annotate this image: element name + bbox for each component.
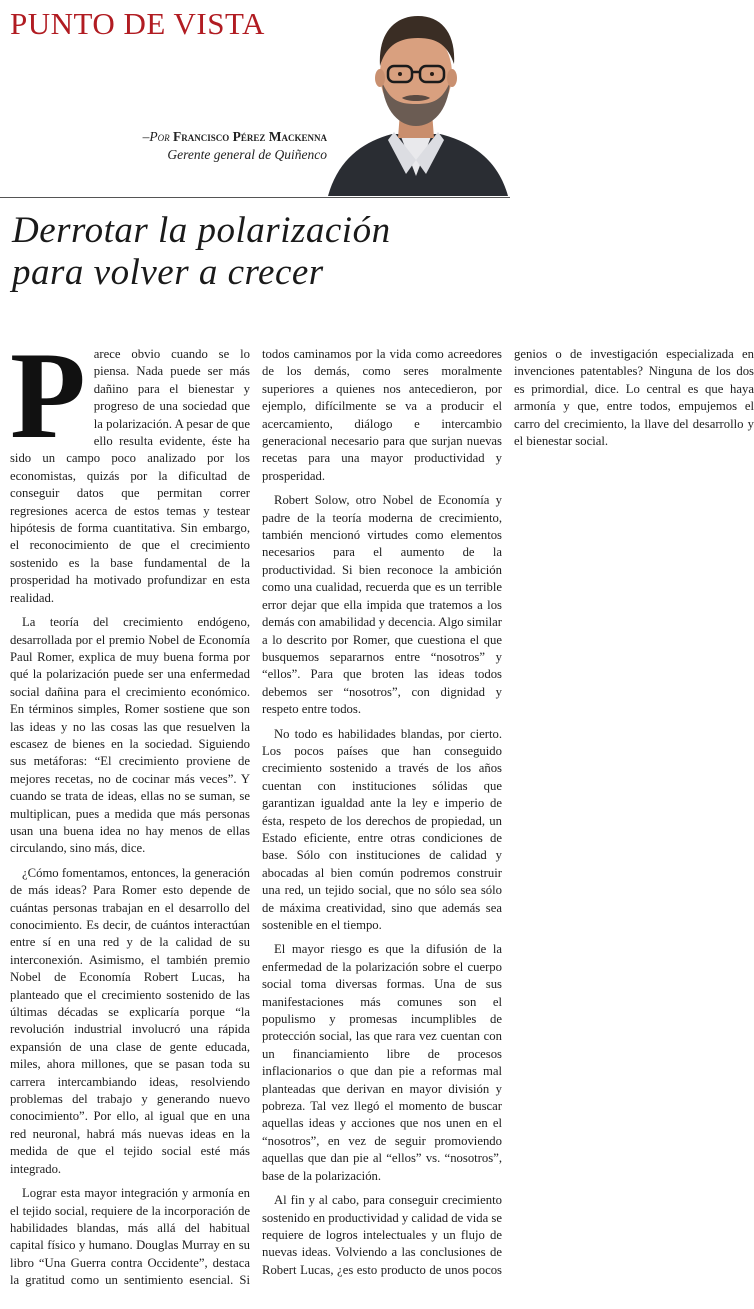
article-body — [10, 327, 754, 1294]
article-paragraph: El mayor riesgo es que la difusión de la enfermedad de la polarización sobre el cuerpo social toma diversas formas. Una de sus manifestaciones más comunes son el populismo y promesas incumplibles de protección social, las que rara vez cuentan con un financiamiento libre de procesos inflacionarios o que dan pie a reformas mal planteadas que derivan en mayor división y pobreza. Tal vez llegó el momento de buscar aquellas ideas y acciones que nos unen en el “nosotros”, en vez de seguir promoviendo aquellas que dan pie al “ellos” vs. “nosotros”, base de la polarización. — [262, 942, 502, 1183]
byline — [143, 128, 327, 164]
author-name: Francisco Pérez Mackenna — [173, 129, 327, 144]
headline-line-1: Derrotar la polarización — [12, 210, 391, 251]
article-paragraph — [10, 327, 250, 607]
headline — [12, 210, 391, 294]
paragraph-text: arece obvio cuando se lo piensa. Nada puede ser más dañino para el bienestar y progreso de una sociedad que la polarización. A pesar de que ello resulta evidente, éste ha sido un campo poco analizado por los economistas, quizás por la dificultad de conseguir datos que permitan correr regresiones acerca de estos temas y testear hipótesis de forma cuantitativa. Sin embargo, el reconocimiento de que el crecimiento sostenido es la base fundamental de la prosperidad ha motivado profundizar en esta realidad. — [10, 347, 250, 605]
article-paragraph: ¿Cómo fomentamos, entonces, la generación de más ideas? Para Romer esto depende de cuántas personas trabajan en el desarrollo del conocimiento. Es decir, de cuántos interactúan entre sí en una red y de la calidad de su interconexión. Asimismo, el también premio Nobel de Economía Robert Lucas, ha planteado que el crecimiento sostenido de las últimas décadas se explicaría porque “la revolución industrial involucró una rápida expansión de una clase de gente educada, miles, ahora millones, que se pasan toda su carrera intercambiando ideas, resolviendo problemas del trabajo y generando nuevo conocimiento”. Por ello, al igual que en una red neuronal, habrá más nuevas ideas en la medida de que el tejido social esté más integrado. — [10, 865, 250, 1176]
byline-prefix: –Por — [142, 129, 170, 144]
article-paragraph: No todo es habilidades blandas, por cierto. Los pocos países que han conseguido crecimiento sostenido a través de los años cuentan con instituciones sólidas que garantizan igualdad ante la ley e imperio de ésta, respeto de los derechos de propiedad, un Estado eficiente, entre otras condiciones de base. Sólo con instituciones de calidad y abocadas al bien común podremos construir una red, un tejido social, que no sólo sea sólo de máxima creatividad, sino que además sea sostenible en el tiempo. — [262, 726, 502, 932]
headline-line-2: para volver a crecer — [12, 252, 324, 293]
article-paragraph: Robert Solow, otro Nobel de Economía y padre de la teoría moderna de crecimiento, también mencionó virtudes como elementos necesarios para el aumento de la productividad. Si bien reconoce la ambición como una cualidad, recuerda que es un terrible error dejar que ella impida que tratemos a los demás con amabilidad y decencia. Algo similar a lo descrito por Romer, que cuestiona el que busquemos separarnos entre “nosotros” y “ellos”. Para que broten las ideas todos debemos ser “nosotros”, con dignidad y respeto entre todos. — [262, 493, 502, 717]
author-portrait — [322, 0, 510, 196]
section-title: PUNTO DE VISTA — [10, 6, 265, 41]
header-divider — [0, 197, 510, 198]
article-paragraph: Lograr esta mayor integración y armonía en el tejido social, requiere de la incorporación de habilidades blandas, más allá del habitual capital físico y humano. Douglas Murray en su libro “Una Guerra contra Occidente”, destaca la gratitud como un sentimiento esencial. Si todos caminamos por la vida como acreedores de los demás, como seres moralmente superiores a quienes nos antecedieron, por ejemplo, difícilmente se va a producir el acercamiento, diálogo e intercambio generacional necesario para que surjan nuevas recetas para una mayor productividad y prosperidad. — [10, 347, 502, 1288]
article-paragraph: Al fin y al cabo, para conseguir crecimiento sostenido en productividad y calidad de vida se requiere de logros intelectuales y un flujo de nuevas ideas. Volviendo a las conclusiones de Robert Lucas, ¿es esto producto de unos pocos genios o de investigación especializada en invenciones patentables? Ninguna de los dos es primordial, dice. Lo central es que haya armonía y que, entre todos, empujemos el carro del crecimiento, la llave del desarrollo y el bienestar social. — [262, 347, 754, 1277]
author-role: Gerente general de Quiñenco — [167, 147, 327, 162]
article-paragraph: La teoría del crecimiento endógeno, desarrollada por el premio Nobel de Economía Paul Romer, explica de muy buena forma por qué la polarización puede ser una enfermedad social dañina para el crecimiento económico. En términos simples, Romer sostiene que son las ideas y no las cosas las que resuelven la escasez de bienes en la sociedad. Siguiendo sus metáforas: “El crecimiento proviene de mejores recetas, no de cocinar más veces”. Y cuando se trata de ideas, ellas no se suman, se multiplican, pues a medida que más personas usan una buena idea no hay menos de ellas circulando, sino más, dice. — [10, 615, 250, 856]
drop-cap: P — [10, 327, 86, 464]
